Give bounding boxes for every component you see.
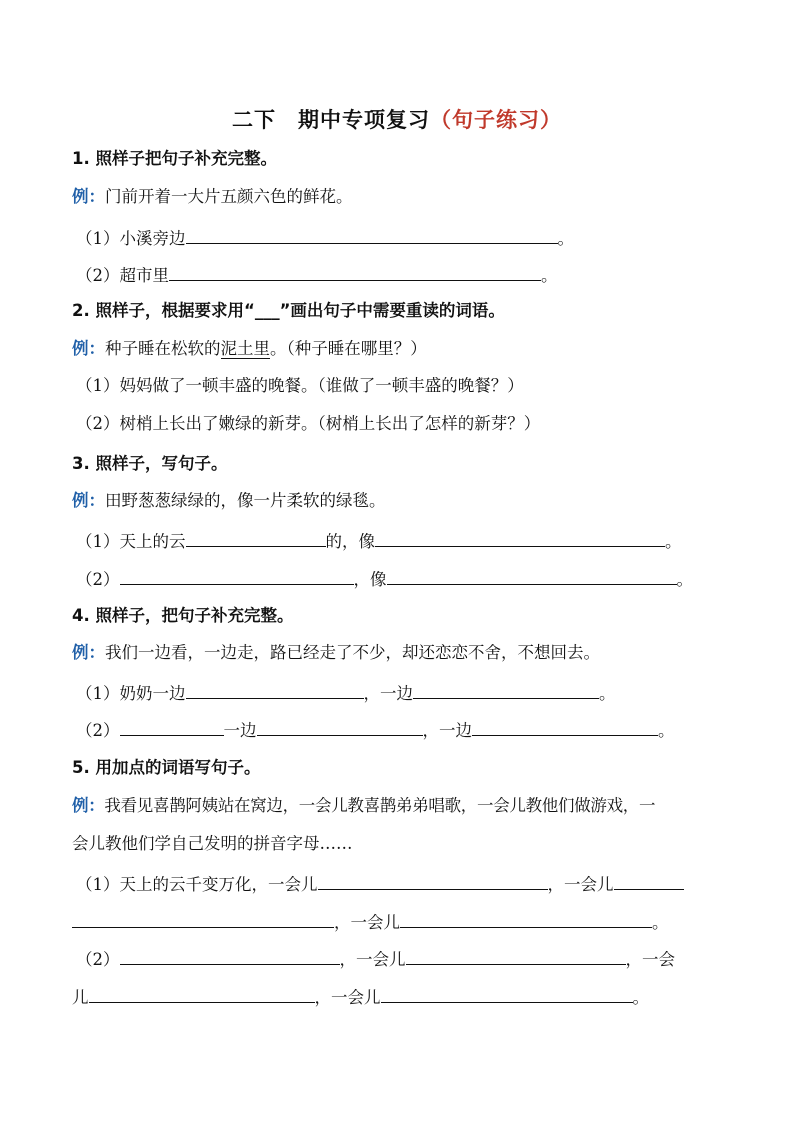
q3-example bbox=[72, 490, 724, 512]
item-text: （1）天上的云 bbox=[76, 532, 186, 551]
title-sub: （句子练习） bbox=[430, 107, 562, 132]
item-text: ，一会儿 bbox=[547, 875, 614, 894]
answer-blank[interactable] bbox=[186, 681, 364, 699]
answer-blank[interactable] bbox=[186, 529, 326, 547]
q3-heading: 3. 照样子，写句子。 bbox=[72, 454, 228, 473]
example-label: 例： bbox=[72, 643, 105, 662]
answer-blank[interactable] bbox=[413, 681, 599, 699]
item-text: ，一边 bbox=[363, 684, 413, 703]
answer-blank[interactable] bbox=[400, 910, 652, 928]
example-text: 种子睡在松软的 bbox=[105, 339, 221, 358]
example-text: 我们一边看，一边走，路已经走了不少，却还恋恋不舍，不想回去。 bbox=[105, 643, 600, 662]
item-text: 一边 bbox=[223, 721, 257, 740]
answer-blank[interactable] bbox=[169, 263, 541, 281]
item-text: （2） bbox=[76, 950, 120, 969]
answer-blank[interactable] bbox=[72, 910, 334, 928]
example-label: 例： bbox=[72, 796, 105, 815]
item-text: （1）奶奶一边 bbox=[76, 684, 186, 703]
item-text: （2） bbox=[76, 721, 120, 740]
item-text: ，一会 bbox=[625, 950, 675, 969]
q2-item2[interactable]: （2）树梢上长出了嫩绿的新芽。（树梢上长出了怎样的新芽？） bbox=[76, 414, 541, 433]
answer-blank[interactable] bbox=[120, 947, 340, 965]
item-end: 。 bbox=[557, 229, 574, 248]
q3-item2 bbox=[72, 567, 724, 591]
example-label: 例： bbox=[72, 491, 105, 510]
q5-item1-line1 bbox=[72, 872, 724, 896]
q5-example-line2: 会儿教他们学自己发明的拼音字母…… bbox=[72, 834, 353, 853]
page-title bbox=[0, 104, 794, 134]
q5-item1-line2 bbox=[72, 910, 724, 934]
item-text: ，一会儿 bbox=[339, 950, 406, 969]
item-end: 。 bbox=[652, 913, 669, 932]
q1-item2 bbox=[72, 263, 724, 287]
q1-heading: 1. 照样子把句子补充完整。 bbox=[72, 149, 277, 168]
item-text: ，像 bbox=[353, 570, 387, 589]
item-text: （2） bbox=[76, 570, 120, 589]
item-end: 。 bbox=[599, 684, 616, 703]
answer-blank[interactable] bbox=[406, 947, 626, 965]
item-text: （1）天上的云千变万化，一会儿 bbox=[76, 875, 318, 894]
q2-example bbox=[72, 338, 724, 360]
example-text: 门前开着一大片五颜六色的鲜花。 bbox=[105, 187, 353, 206]
item-text: （2）超市里 bbox=[76, 266, 169, 285]
q5-item2-line1 bbox=[72, 947, 724, 971]
answer-blank[interactable] bbox=[472, 718, 658, 736]
example-label: 例： bbox=[72, 339, 105, 358]
q2-item1[interactable]: （1）妈妈做了一顿丰盛的晚餐。（谁做了一顿丰盛的晚餐？） bbox=[76, 376, 524, 395]
q4-item1 bbox=[72, 681, 724, 705]
answer-blank[interactable] bbox=[257, 718, 423, 736]
item-end: 。 bbox=[665, 532, 682, 551]
q2-heading: 2. 照样子，根据要求用“___”画出句子中需要重读的词语。 bbox=[72, 301, 505, 320]
item-text: ，一会儿 bbox=[334, 913, 400, 932]
q1-item1 bbox=[72, 226, 724, 250]
q5-example-line1 bbox=[72, 795, 724, 817]
item-text: ，一边 bbox=[422, 721, 472, 740]
answer-blank[interactable] bbox=[318, 872, 548, 890]
answer-blank[interactable] bbox=[120, 567, 354, 585]
answer-blank[interactable] bbox=[186, 226, 558, 244]
item-end: 。 bbox=[632, 988, 649, 1007]
example-label: 例： bbox=[72, 187, 105, 206]
q4-item2 bbox=[72, 718, 724, 742]
answer-blank[interactable] bbox=[381, 985, 633, 1003]
answer-blank[interactable] bbox=[614, 872, 684, 890]
item-text: 的，像 bbox=[325, 532, 375, 551]
item-text: 儿 bbox=[72, 988, 89, 1007]
q5-heading: 5. 用加点的词语写句子。 bbox=[72, 758, 261, 777]
example-text: 我看见喜鹊阿姨站在窝边，一会儿教喜鹊弟弟唱歌，一会儿教他们做游戏，一 bbox=[104, 796, 656, 815]
q5-item2-line2 bbox=[72, 985, 724, 1009]
example-question: 。（种子睡在哪里？） bbox=[270, 339, 427, 358]
item-end: 。 bbox=[541, 266, 558, 285]
q3-item1 bbox=[72, 529, 724, 553]
q4-heading: 4. 照样子，把句子补充完整。 bbox=[72, 606, 294, 625]
item-end: 。 bbox=[658, 721, 675, 740]
item-text: （1）小溪旁边 bbox=[76, 229, 186, 248]
answer-blank[interactable] bbox=[387, 567, 677, 585]
title-main: 二下 期中专项复习 bbox=[232, 107, 430, 132]
item-end: 。 bbox=[676, 570, 693, 589]
q1-example bbox=[72, 186, 724, 208]
answer-blank[interactable] bbox=[120, 718, 224, 736]
answer-blank[interactable] bbox=[375, 529, 665, 547]
answer-blank[interactable] bbox=[89, 985, 315, 1003]
example-text: 田野葱葱绿绿的，像一片柔软的绿毯。 bbox=[105, 491, 386, 510]
example-underlined-word: 泥土里 bbox=[220, 339, 270, 358]
q4-example bbox=[72, 642, 724, 664]
item-text: ，一会儿 bbox=[314, 988, 381, 1007]
